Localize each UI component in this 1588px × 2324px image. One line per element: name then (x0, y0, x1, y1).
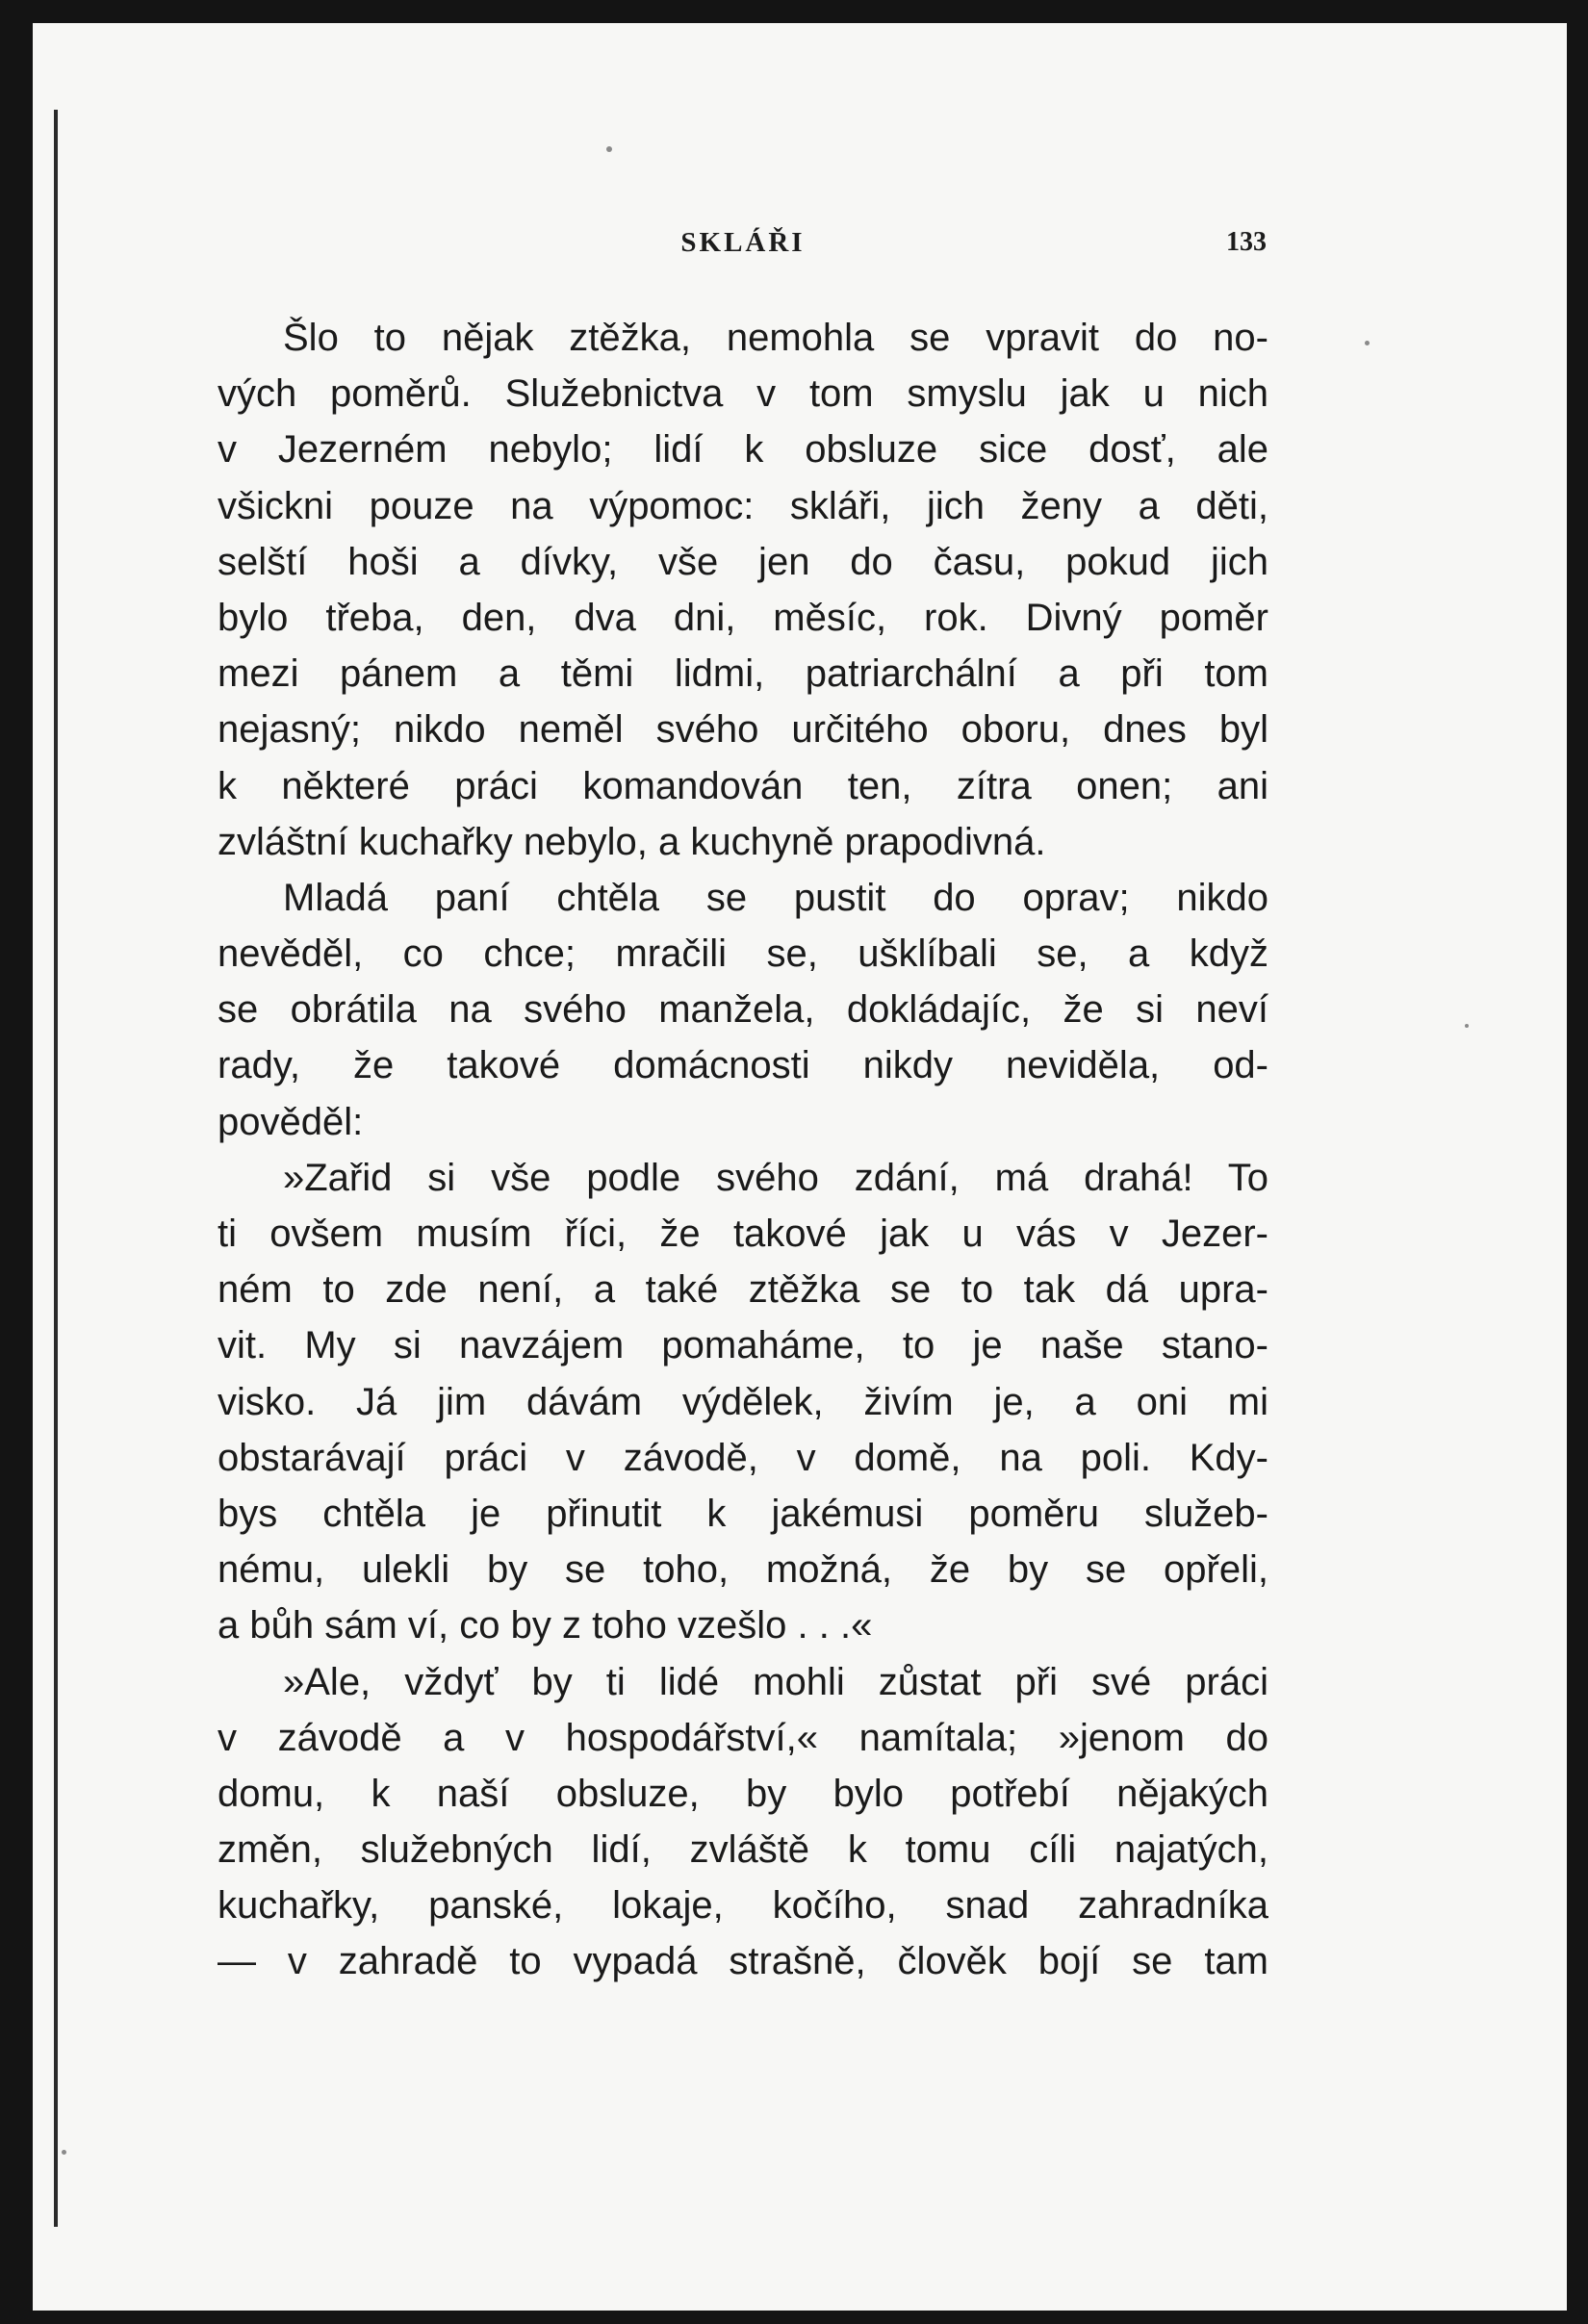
paragraph-2 (218, 870, 1268, 1150)
text-line: Šlo to nějak ztěžka, nemohla se vpravit do no- (283, 317, 1268, 359)
text-line: Mladá paní chtěla se pustit do oprav; nikdo (283, 876, 1268, 919)
paper-speck (1365, 341, 1370, 345)
running-title: SKLÁŘI (680, 227, 806, 258)
text-line: se obrátila na svého manžela, dokládajíc, že si neví (218, 988, 1268, 1032)
text-line: bylo třeba, den, dva dni, měsíc, rok. Divný poměr (218, 596, 1268, 639)
text-line: všickni pouze na výpomoc: skláři, jich ženy a děti, (218, 484, 1268, 527)
text-line: selští hoši a dívky, vše jen do času, pokud jich (218, 540, 1268, 583)
text-line: rady, že takové domácnosti nikdy neviděla, od- (218, 1044, 1268, 1087)
text-line: domu, k naší obsluze, by bylo potřebí nějakých (218, 1772, 1268, 1815)
text-line: vit. My si navzájem pomaháme, to je naše stano- (218, 1324, 1268, 1367)
paper-speck (1465, 1024, 1469, 1028)
text-line: vých poměrů. Služebnictva v tom smyslu jak u nich (218, 372, 1268, 416)
paper-speck (606, 146, 612, 152)
scan-border-top (0, 0, 1588, 23)
text-line: a bůh sám ví, co by z toho vzešlo . . .« (218, 1604, 873, 1647)
text-line: ném to zde není, a také ztěžka se to tak dá upra- (218, 1268, 1268, 1312)
paper-speck (62, 2150, 66, 2155)
running-header (219, 227, 1267, 271)
text-line: zvláštní kuchařky nebylo, a kuchyně prapodivná. (218, 820, 1046, 863)
page-spine-edge (54, 110, 58, 2227)
text-line: visko. Já jim dávám výdělek, živím je, a oni mi (218, 1380, 1268, 1423)
scan-border-bottom (0, 2311, 1588, 2324)
text-line: bys chtěla je přinutit k jakémusi poměru služeb- (218, 1492, 1268, 1535)
paragraph-4 (218, 1654, 1268, 1990)
body-text (218, 310, 1268, 1990)
paragraph-3 (218, 1150, 1268, 1654)
scan-border-left (0, 0, 33, 2324)
paragraph-1 (218, 310, 1268, 870)
text-line: ti ovšem musím říci, že takové jak u vás v Jezer- (218, 1213, 1268, 1255)
text-line: k některé práci komandován ten, zítra onen; ani (218, 764, 1268, 807)
text-line: obstarávají práci v závodě, v domě, na poli. Kdy- (218, 1436, 1268, 1479)
text-line: v závodě a v hospodářství,« namítala; »jenom do (218, 1716, 1268, 1759)
text-line: »Ale, vždyť by ti lidé mohli zůstat při své práci (283, 1660, 1268, 1703)
page-number: 133 (1226, 227, 1267, 257)
text-line: — v zahradě to vypadá strašně, člověk bojí se tam (218, 1940, 1268, 1983)
scan-border-right (1567, 0, 1588, 2324)
text-line: kuchařky, panské, lokaje, kočího, snad zahradníka (218, 1884, 1268, 1928)
text-line: nevěděl, co chce; mračili se, ušklíbali se, a když (218, 932, 1268, 976)
text-line: nému, ulekli by se toho, možná, že by se opřeli, (218, 1548, 1268, 1592)
text-line: pověděl: (218, 1100, 364, 1143)
text-line: nejasný; nikdo neměl svého určitého oboru, dnes byl (218, 708, 1268, 752)
text-line: změn, služebných lidí, zvláště k tomu cíli najatých, (218, 1828, 1268, 1872)
text-line: mezi pánem a těmi lidmi, patriarchální a při tom (218, 652, 1268, 696)
text-line: v Jezerném nebylo; lidí k obsluze sice dosť, ale (218, 428, 1268, 472)
text-line: »Zařid si vše podle svého zdání, má drahá! To (283, 1156, 1268, 1199)
